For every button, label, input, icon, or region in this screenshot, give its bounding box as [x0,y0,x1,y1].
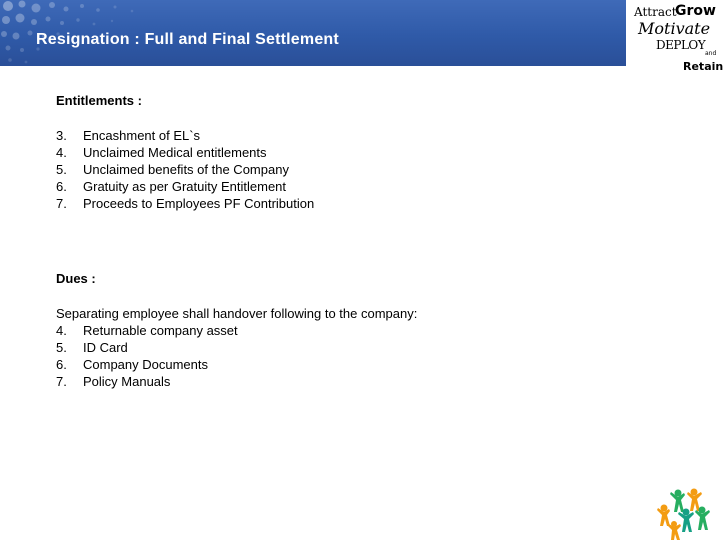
list-item-number: 6. [56,357,67,372]
list-item-text: Unclaimed benefits of the Company [83,162,289,177]
title-banner [0,0,626,66]
person-figure-teal [678,509,694,533]
list-item-number: 3. [56,128,67,143]
entitlements-section [56,93,314,212]
list-item-text: Company Documents [83,357,208,372]
list-item [56,178,314,195]
list-item [56,195,314,212]
logo-word-motivate: Motivate [638,19,711,38]
list-item [56,322,417,339]
list-item-text: Gratuity as per Gratuity Entitlement [83,179,287,194]
entitlements-heading: Entitlements : [56,93,142,108]
logo-word-attract: Attract [634,5,677,19]
list-item-text: Encashment of EL`s [83,128,201,143]
dues-intro: Separating employee shall handover following to the company: [56,306,418,321]
logo-word-and: and [705,50,717,57]
list-item-number: 7. [56,196,67,211]
people-figures-icon [654,486,714,542]
list-item-number: 4. [56,145,67,160]
dues-heading: Dues : [56,271,96,286]
person-figure-orange [657,505,670,527]
list-item-number: 5. [56,162,67,177]
list-item-text: Policy Manuals [83,374,171,389]
list-item-text: Unclaimed Medical entitlements [83,145,267,160]
entitlements-list [56,127,314,212]
person-figure-green [670,490,685,513]
logo-word-retain: Retain [683,60,724,73]
list-item-number: 5. [56,340,67,355]
list-item [56,161,314,178]
logo-word-grow: Grow [675,3,716,19]
list-item [56,373,417,390]
list-item [56,339,417,356]
list-item [56,356,417,373]
list-item [56,144,314,161]
list-item-number: 4. [56,323,67,338]
dues-section [56,271,417,390]
page-title: Resignation : Full and Final Settlement [36,31,339,48]
list-item-text: ID Card [83,340,128,355]
logo-word-deploy: DEPLOY [656,38,706,52]
list-item [56,127,314,144]
list-item-number: 7. [56,374,67,389]
list-item-number: 6. [56,179,67,194]
person-figure-orange [668,521,681,540]
list-item-text: Returnable company asset [83,323,238,338]
company-logo [628,0,728,78]
dues-list [56,322,417,390]
list-item-text: Proceeds to Employees PF Contribution [83,196,315,211]
